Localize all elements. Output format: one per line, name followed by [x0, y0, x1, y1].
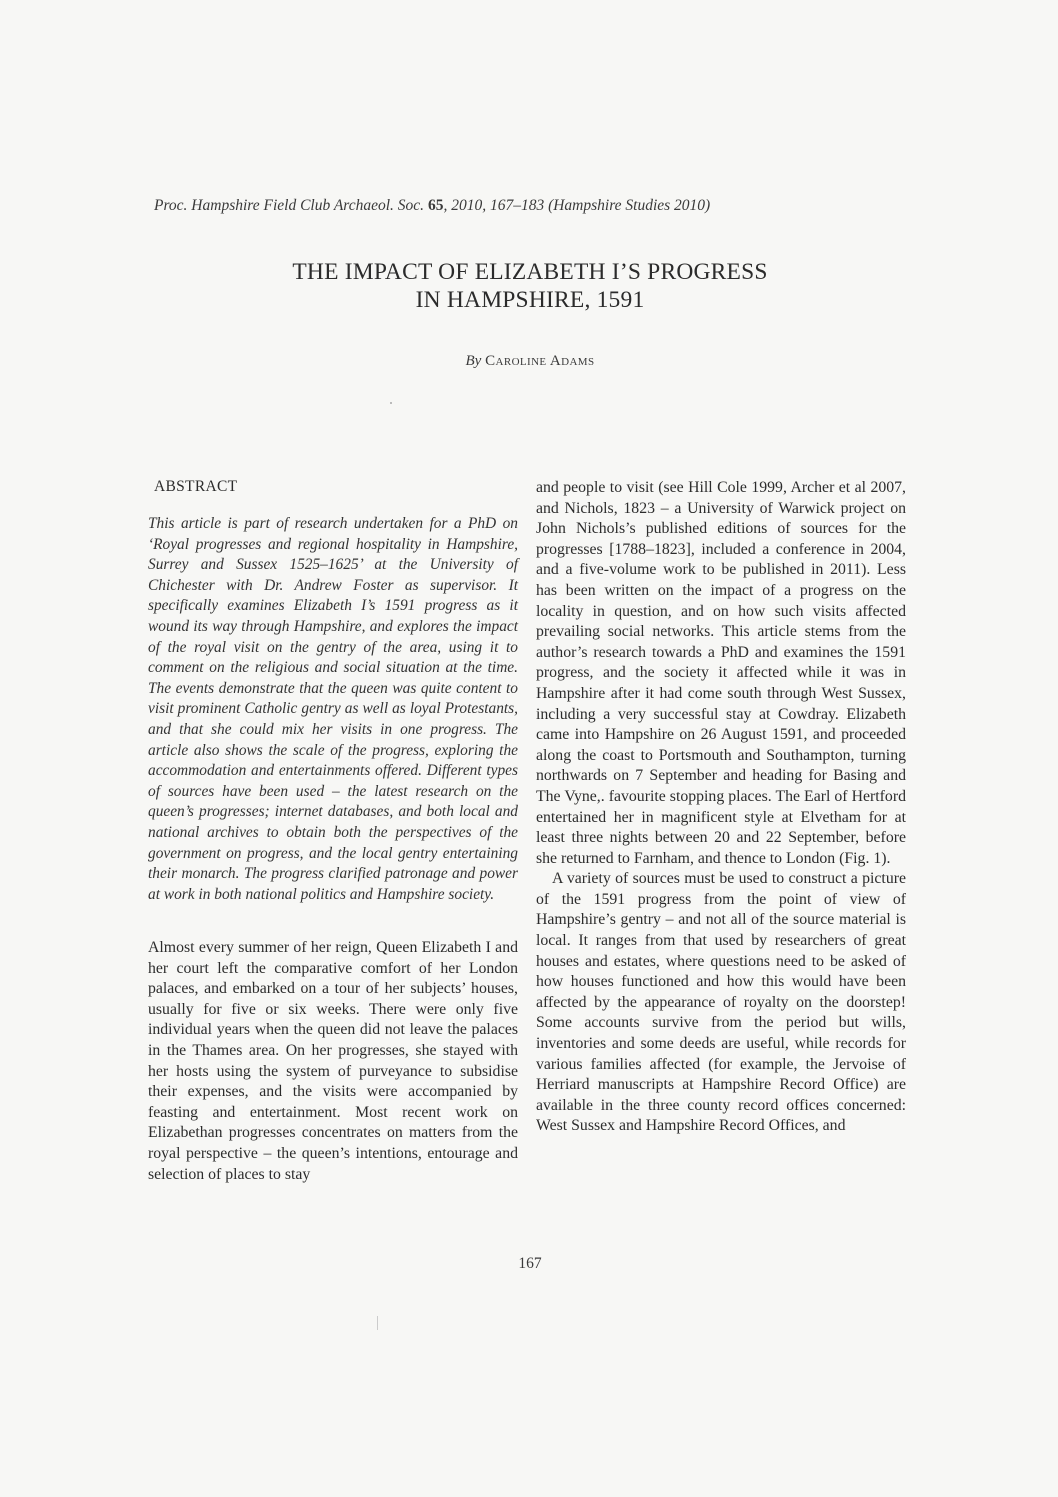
- abstract-text: [148, 514, 518, 905]
- journal-ref-prefix: Proc. Hampshire Field Club Archaeol. Soc.: [154, 197, 425, 214]
- scan-mark: [377, 1316, 378, 1330]
- body-column-right: [536, 478, 906, 1137]
- page-number: 167: [518, 1255, 542, 1272]
- byline-by: By: [465, 353, 482, 369]
- journal-ref-suffix: , 2010, 167–183 (Hampshire Studies 2010): [443, 197, 711, 214]
- scan-speck: [390, 402, 392, 404]
- journal-volume: 65: [427, 197, 444, 214]
- body-paragraph-left: Almost every summer of her reign, Queen Elizabeth I and her court left the comparative comfort of her London palaces, and embarked on a tour of her subjects’ houses, usually for five or six weeks. There were only five individual years when the queen did not leave the palaces in the Thames area. On her progresses, she stayed with her hosts using the system of purveyance to subsidise their expenses, and the visits were accompanied by feasting and entertainment. Most recent work on Elizabethan progresses concentrates on matters from the royal perspective – the queen’s intentions, entourage and selection of places to stay: [148, 939, 518, 1183]
- journal-reference: [154, 197, 914, 215]
- author-byline: [150, 353, 910, 370]
- article-title-line-1: THE IMPACT OF ELIZABETH I’S PROGRESS: [292, 259, 768, 285]
- body-column-left: [148, 938, 518, 1185]
- abstract-heading: ABSTRACT: [154, 478, 238, 495]
- author-name: Caroline Adams: [485, 353, 595, 369]
- body-paragraph-right-2: A variety of sources must be used to construct a picture of the 1591 progress from the point of view of Hampshire’s gentry – and not all of the source material is local. It ranges from that used by researchers of great houses and estates, where questions need to be asked of how houses functioned and how this would have been affected by the appearance of royalty on the doorstep! Some accounts survive from the period but wills, inventories and some deeds are useful, while records for various families affected (for example, the Jervoise of Herriard manuscripts at Hampshire Record Office) are available in the three county record offices concerned: West Sussex and Hampshire Record Offices, and: [536, 870, 906, 1135]
- article-title: [150, 258, 910, 314]
- abstract-paragraph: This article is part of research undertaken for a PhD on ‘Royal progresses and regional hospitality in Hampshire, Surrey and Sussex 1525–1625’ at the University of Chichester with Dr. Andrew Foster as supervisor. It specifically examines Elizabeth I’s 1591 progress as it wound its way through Hampshire, and explores the impact of the royal visit on the gentry of the area, using it to comment on the religious and social situation at the time. The events demonstrate that the queen was quite content to visit prominent Catholic gentry as well as loyal Protestants, and that she could mix her visits in one progress. The article also shows the scale of the progress, exploring the accommodation and entertainments offered. Different types of sources have been used – the latest research on the queen’s progresses; internet databases, and both local and national archives to obtain both the perspectives of the government on progress, and the local gentry entertaining their monarch. The progress clarified patronage and power at work in both national politics and Hampshire society.: [148, 515, 518, 903]
- body-paragraph-right-1: and people to visit (see Hill Cole 1999, Archer et al 2007, and Nichols, 1823 – a University of Warwick project on John Nichols’s published editions of sources for the progresses [1788–1823], included a conference in 2004, and a five-volume work to be published in 2011). Less has been written on the impact of a progress on the locality in question, and on how such visits affected prevailing social networks. This article stems from the author’s research towards a PhD and examines the 1591 progress, and the society it affected while it was in Hampshire after it had come south through West Sussex, including a very successful stay at Cowdray. Elizabeth came into Hampshire on 26 August 1591, and proceeded along the coast to Portsmouth and Southampton, turning northwards on 7 September and heading for Basing and The Vyne,. favourite stopping places. The Earl of Hertford entertained her in magnificent style at Elvetham for at least three nights between 20 and 22 September, before she returned to Farnham, and thence to London (Fig. 1).: [536, 479, 906, 867]
- article-title-line-2: IN HAMPSHIRE, 1591: [415, 287, 645, 313]
